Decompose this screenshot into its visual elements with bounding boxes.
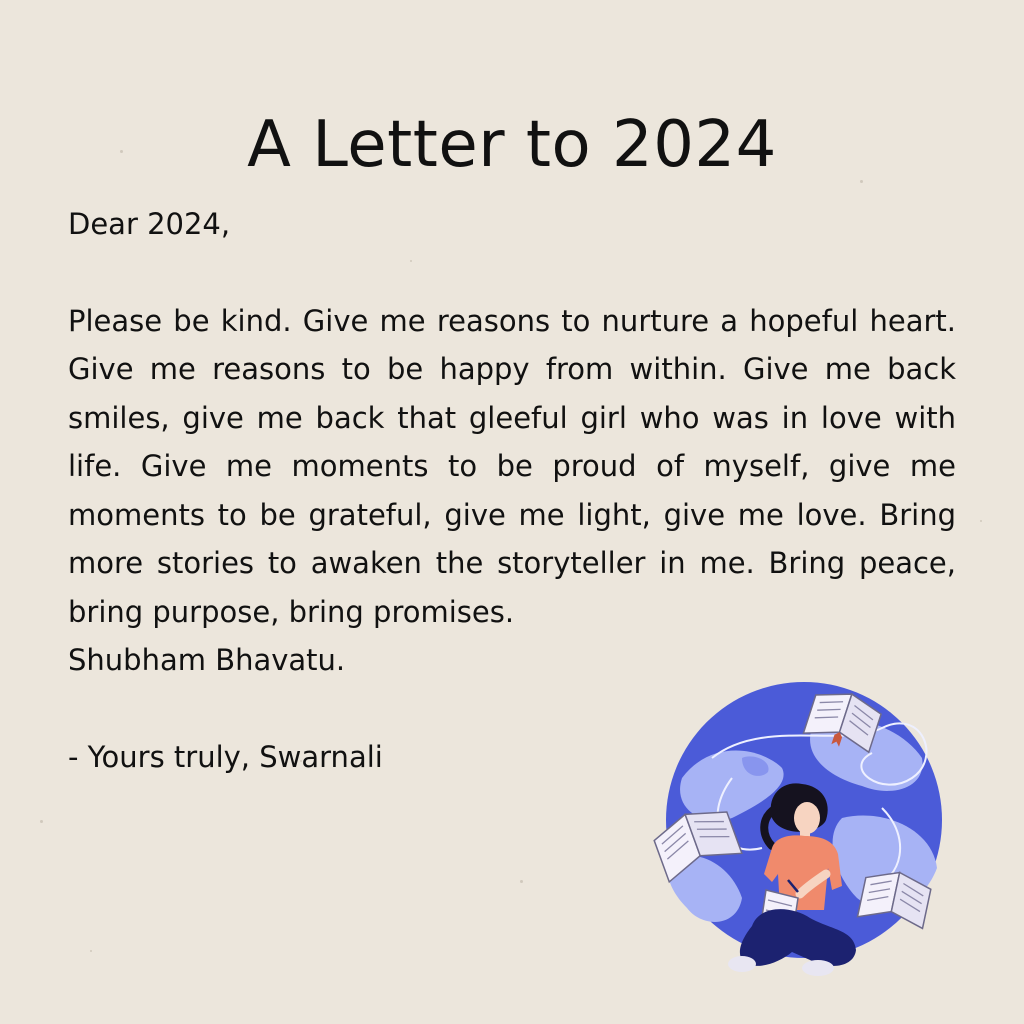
letter-body: Please be kind. Give me reasons to nurture a hopeful heart. Give me reasons to be happy from within. Give me back smiles, give me back that gleeful girl who was in love with life. Give me moments to be proud of myself, give me moments to be grateful, give me light, give me love. Bring more stories to awaken the storyteller in me. Bring peace, bring purpose, bring promises. bbox=[68, 303, 956, 629]
girl-reading-globe-illustration bbox=[642, 668, 962, 998]
letter-greeting: Dear 2024, bbox=[68, 207, 231, 241]
page-title: A Letter to 2024 bbox=[247, 107, 777, 182]
letter-closing-line: Shubham Bhavatu. bbox=[68, 643, 346, 677]
letter-signoff: - Yours truly, Swarnali bbox=[68, 739, 383, 774]
